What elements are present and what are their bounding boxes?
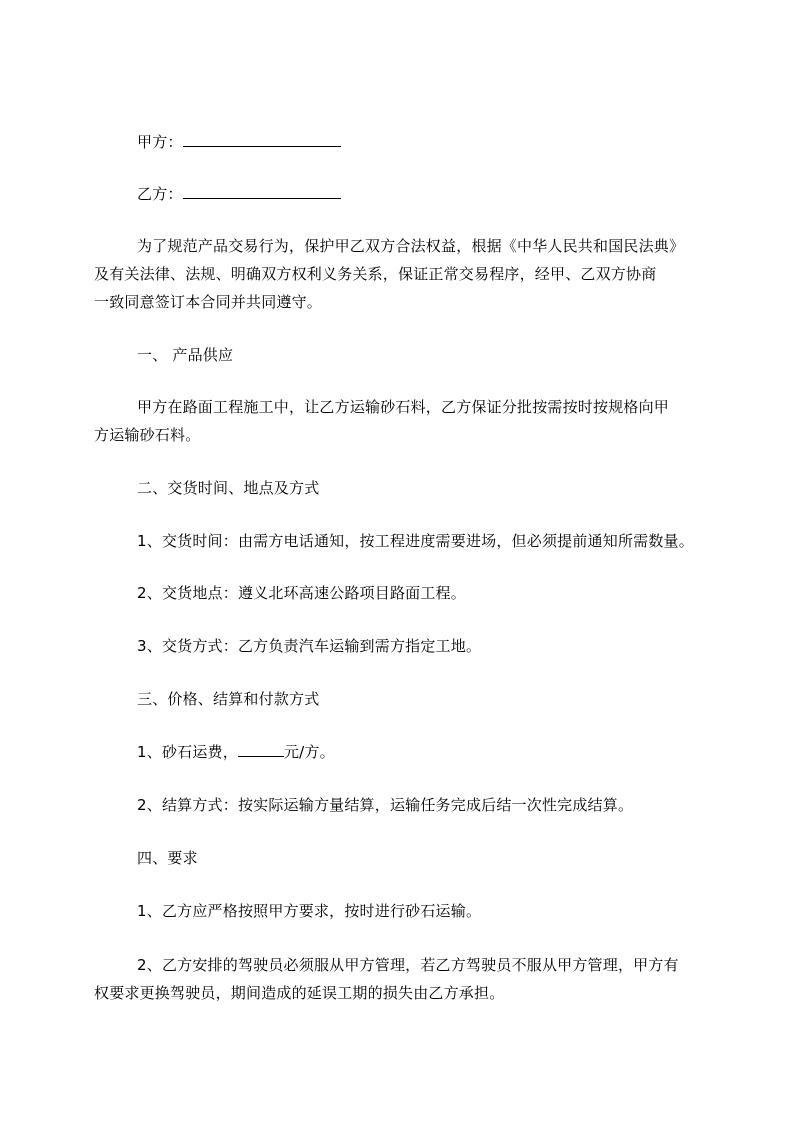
preamble-line-3: 一致同意签订本合同并共同遵守。 xyxy=(94,293,323,311)
freight-label: 1、砂石运费， xyxy=(137,743,238,761)
section-2-heading: 二、交货时间、地点及方式 xyxy=(137,479,320,497)
section-1-heading: 一、 产品供应 xyxy=(137,346,234,364)
section-4-item-1: 1、乙方应严格按照甲方要求，按时进行砂石运输。 xyxy=(137,902,482,920)
section-2-item-1: 1、交货时间：由需方电话通知，按工程进度需要进场，但必须提前通知所需数量。 xyxy=(137,532,694,550)
section-1-para-line-1: 甲方在路面工程施工中，让乙方运输砂石料，乙方保证分批按需按时按规格向甲 xyxy=(137,398,670,416)
section-3-item-2: 2、结算方式：按实际运输方量结算，运输任务完成后结一次性完成结算。 xyxy=(137,796,634,814)
section-4-item-2-line-2: 权要求更换驾驶员，期间造成的延误工期的损失由乙方承担。 xyxy=(94,984,505,1002)
party-b-line xyxy=(137,184,341,204)
party-b-blank xyxy=(183,184,341,199)
section-2-item-3: 3、交货方式：乙方负责汽车运输到需方指定工地。 xyxy=(137,637,482,655)
party-a-blank xyxy=(183,132,341,147)
section-3-heading: 三、价格、结算和付款方式 xyxy=(137,690,320,708)
party-a-line xyxy=(137,132,341,152)
party-a-label: 甲方： xyxy=(137,133,183,151)
section-2-item-2: 2、交货地点：遵义北环高速公路项目路面工程。 xyxy=(137,584,466,602)
freight-price-blank xyxy=(238,742,284,757)
section-4-item-2-line-1: 2、乙方安排的驾驶员必须服从甲方管理，若乙方驾驶员不服从甲方管理，甲方有 xyxy=(137,956,679,974)
freight-unit: 元/方。 xyxy=(283,743,335,761)
section-4-heading: 四、要求 xyxy=(137,849,198,867)
preamble-line-2: 及有关法律、法规、明确双方权利义务关系，保证正常交易程序，经甲、乙双方协商 xyxy=(94,265,657,283)
party-b-label: 乙方： xyxy=(137,185,183,203)
section-3-item-1 xyxy=(137,742,335,762)
section-1-para-line-2: 方运输砂石料。 xyxy=(94,426,201,444)
preamble-line-1: 为了规范产品交易行为，保护甲乙双方合法权益，根据《中华人民共和国民法典》 xyxy=(137,237,685,255)
